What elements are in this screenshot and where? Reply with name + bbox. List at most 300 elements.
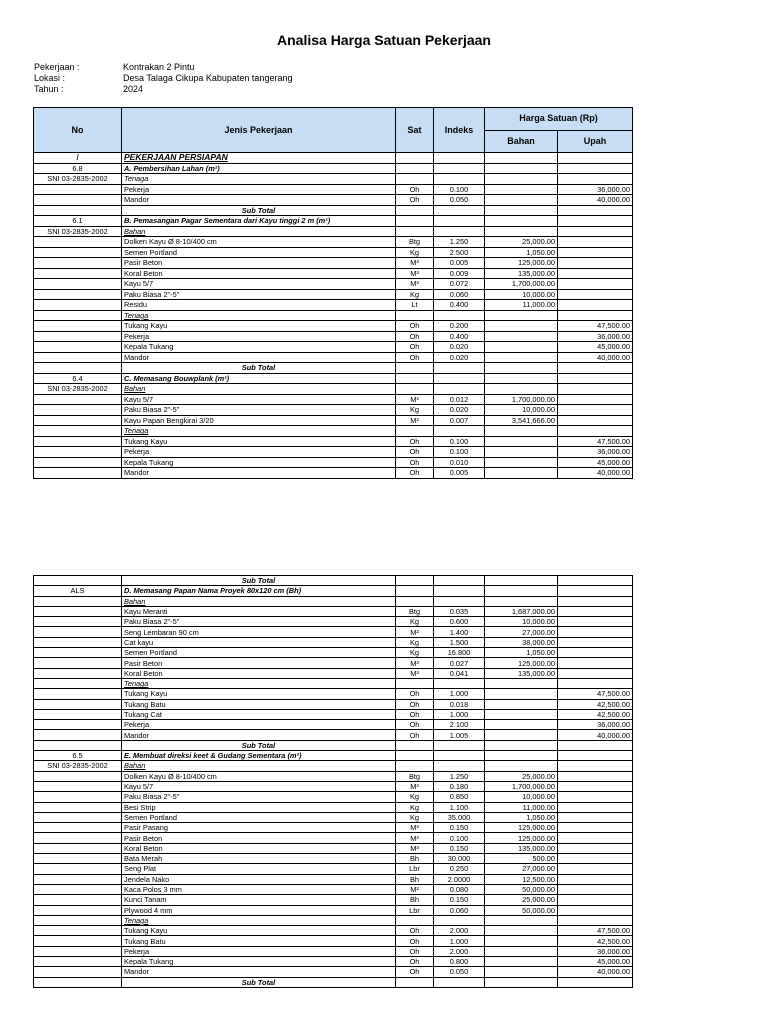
cell-indeks bbox=[434, 426, 485, 437]
cell-upah bbox=[558, 163, 633, 174]
table-row bbox=[34, 658, 633, 668]
cell-no bbox=[34, 258, 122, 269]
cell-upah bbox=[558, 606, 633, 616]
cell-sat: Oh bbox=[396, 468, 434, 479]
cell-indeks: 0.080 bbox=[434, 884, 485, 894]
cell-jenis: Kayu 5/7 bbox=[122, 394, 396, 405]
table-row bbox=[34, 415, 633, 426]
cell-sat: M³ bbox=[396, 823, 434, 833]
cell-no bbox=[34, 792, 122, 802]
cell-upah bbox=[558, 915, 633, 925]
cell-indeks: 1.005 bbox=[434, 730, 485, 740]
cell-jenis: Paku Biasa 2"-5" bbox=[122, 617, 396, 627]
cell-jenis: Seng Plat bbox=[122, 864, 396, 874]
table-body bbox=[34, 576, 633, 988]
cell-sat: Kg bbox=[396, 812, 434, 822]
table-row bbox=[34, 321, 633, 332]
cell-jenis: Pasir Beton bbox=[122, 658, 396, 668]
cell-no: I bbox=[34, 153, 122, 164]
cell-indeks bbox=[434, 163, 485, 174]
cell-bahan: 50,000.00 bbox=[485, 884, 558, 894]
cell-indeks bbox=[434, 740, 485, 750]
cell-bahan bbox=[485, 751, 558, 761]
cell-indeks: 0.020 bbox=[434, 342, 485, 353]
cell-sat: Oh bbox=[396, 342, 434, 353]
cell-indeks: 0.050 bbox=[434, 967, 485, 977]
cell-sat: M³ bbox=[396, 843, 434, 853]
cell-upah bbox=[558, 237, 633, 248]
table-row bbox=[34, 195, 633, 206]
cell-sat bbox=[396, 761, 434, 771]
cell-no bbox=[34, 279, 122, 290]
table-row bbox=[34, 689, 633, 699]
cell-jenis: Bahan bbox=[122, 226, 396, 237]
cell-no bbox=[34, 730, 122, 740]
table-row bbox=[34, 761, 633, 771]
cell-indeks: 1.400 bbox=[434, 627, 485, 637]
cell-upah: 36,000.00 bbox=[558, 946, 633, 956]
cell-no bbox=[34, 195, 122, 206]
page-title: Analisa Harga Satuan Pekerjaan bbox=[277, 32, 491, 48]
cell-sat: M² bbox=[396, 884, 434, 894]
cell-upah bbox=[558, 740, 633, 750]
cell-no bbox=[34, 823, 122, 833]
cell-upah bbox=[558, 802, 633, 812]
table-row bbox=[34, 426, 633, 437]
cell-no bbox=[34, 699, 122, 709]
cell-sat: Btg bbox=[396, 237, 434, 248]
cell-sat: M³ bbox=[396, 394, 434, 405]
cell-bahan: 125,000.00 bbox=[485, 833, 558, 843]
cell-upah bbox=[558, 637, 633, 647]
cell-sat: M³ bbox=[396, 258, 434, 269]
cell-bahan: 1,700,000.00 bbox=[485, 279, 558, 290]
cell-no bbox=[34, 915, 122, 925]
cell-indeks: 35.000 bbox=[434, 812, 485, 822]
cell-bahan bbox=[485, 363, 558, 374]
table-row bbox=[34, 184, 633, 195]
cell-sat bbox=[396, 915, 434, 925]
cell-sat: Bh bbox=[396, 874, 434, 884]
cell-indeks: 0.100 bbox=[434, 436, 485, 447]
cell-no bbox=[34, 184, 122, 195]
cell-upah bbox=[558, 658, 633, 668]
cell-jenis: Pasir Beton bbox=[122, 258, 396, 269]
cell-indeks: 0.150 bbox=[434, 843, 485, 853]
cell-jenis: Bahan bbox=[122, 761, 396, 771]
table-row bbox=[34, 627, 633, 637]
cell-sat: Kg bbox=[396, 617, 434, 627]
cell-no bbox=[34, 627, 122, 637]
cell-jenis: Semen Portland bbox=[122, 247, 396, 258]
table-row bbox=[34, 436, 633, 447]
cell-bahan bbox=[485, 586, 558, 596]
cell-bahan bbox=[485, 468, 558, 479]
cell-no bbox=[34, 843, 122, 853]
cell-bahan bbox=[485, 184, 558, 195]
cell-jenis: Kayu 5/7 bbox=[122, 279, 396, 290]
meta-tahun bbox=[34, 84, 143, 95]
table-row bbox=[34, 447, 633, 458]
cell-sat bbox=[396, 174, 434, 185]
cell-jenis: D. Memasang Papan Nama Proyek 80x120 cm (Bh) bbox=[122, 586, 396, 596]
cell-indeks: 0.012 bbox=[434, 394, 485, 405]
cell-upah bbox=[558, 310, 633, 321]
cell-no bbox=[34, 321, 122, 332]
cell-upah bbox=[558, 576, 633, 586]
cell-indeks bbox=[434, 226, 485, 237]
cell-bahan: 10,000.00 bbox=[485, 792, 558, 802]
cell-indeks bbox=[434, 174, 485, 185]
cell-jenis: Kunci Tanam bbox=[122, 895, 396, 905]
cell-jenis: Bata Merah bbox=[122, 854, 396, 864]
cell-upah bbox=[558, 678, 633, 688]
col-header-sat: Sat bbox=[396, 108, 434, 153]
cell-jenis: Dolken Kayu Ø 8-10/400 cm bbox=[122, 237, 396, 248]
cell-sat: Oh bbox=[396, 699, 434, 709]
cell-jenis: Kayu Papan Bengkirai 3/20 bbox=[122, 415, 396, 426]
cell-bahan: 125,000.00 bbox=[485, 658, 558, 668]
cell-upah bbox=[558, 812, 633, 822]
cell-sat: M³ bbox=[396, 658, 434, 668]
cell-upah bbox=[558, 226, 633, 237]
table-row bbox=[34, 216, 633, 227]
cell-upah bbox=[558, 289, 633, 300]
cell-indeks bbox=[434, 205, 485, 216]
cell-upah bbox=[558, 617, 633, 627]
cell-no: 6.4 bbox=[34, 373, 122, 384]
cell-upah: 47,500.00 bbox=[558, 436, 633, 447]
cell-indeks: 2.000 bbox=[434, 946, 485, 956]
cell-sat bbox=[396, 426, 434, 437]
cell-upah bbox=[558, 247, 633, 258]
cell-bahan bbox=[485, 205, 558, 216]
table-row bbox=[34, 205, 633, 216]
cell-indeks: 2.0000 bbox=[434, 874, 485, 884]
cell-jenis: Tukang Batu bbox=[122, 936, 396, 946]
cell-sat: Oh bbox=[396, 689, 434, 699]
cell-sat: Oh bbox=[396, 195, 434, 206]
cell-upah bbox=[558, 833, 633, 843]
cell-sat: Bh bbox=[396, 854, 434, 864]
cell-jenis: Tukang Kayu bbox=[122, 926, 396, 936]
cell-jenis: Sub Total bbox=[122, 977, 396, 987]
cell-upah: 40,000.00 bbox=[558, 730, 633, 740]
cell-indeks: 0.005 bbox=[434, 468, 485, 479]
table-row bbox=[34, 771, 633, 781]
cell-no bbox=[34, 468, 122, 479]
cell-bahan: 3,541,666.00 bbox=[485, 415, 558, 426]
table-row bbox=[34, 905, 633, 915]
cell-no bbox=[34, 812, 122, 822]
cell-bahan bbox=[485, 576, 558, 586]
cell-indeks: 0.850 bbox=[434, 792, 485, 802]
cell-jenis: Seng Lembaran 90 cm bbox=[122, 627, 396, 637]
cell-upah bbox=[558, 216, 633, 227]
cell-indeks bbox=[434, 363, 485, 374]
cell-no bbox=[34, 331, 122, 342]
table-row bbox=[34, 596, 633, 606]
cell-jenis: Residu bbox=[122, 300, 396, 311]
cell-no bbox=[34, 457, 122, 468]
table-row bbox=[34, 310, 633, 321]
table-row bbox=[34, 854, 633, 864]
cell-no bbox=[34, 617, 122, 627]
cell-jenis: Tenaga bbox=[122, 310, 396, 321]
cell-jenis: Tenaga bbox=[122, 174, 396, 185]
cell-upah bbox=[558, 415, 633, 426]
cell-no bbox=[34, 637, 122, 647]
table-row bbox=[34, 226, 633, 237]
cell-indeks: 16.800 bbox=[434, 648, 485, 658]
cell-upah bbox=[558, 586, 633, 596]
cell-bahan: 1,687,000.00 bbox=[485, 606, 558, 616]
cell-no bbox=[34, 247, 122, 258]
cell-bahan: 10,000.00 bbox=[485, 617, 558, 627]
cell-jenis: Sub Total bbox=[122, 205, 396, 216]
cell-bahan: 38,000.00 bbox=[485, 637, 558, 647]
cell-indeks: 0.035 bbox=[434, 606, 485, 616]
cell-indeks: 0.150 bbox=[434, 823, 485, 833]
cell-sat: M³ bbox=[396, 268, 434, 279]
cell-indeks bbox=[434, 586, 485, 596]
cell-indeks: 0.200 bbox=[434, 321, 485, 332]
col-header-upah: Upah bbox=[558, 130, 633, 153]
cell-upah bbox=[558, 843, 633, 853]
cell-indeks: 0.800 bbox=[434, 956, 485, 966]
cell-upah: 36,000.00 bbox=[558, 184, 633, 195]
cell-jenis: Bahan bbox=[122, 596, 396, 606]
cell-no bbox=[34, 740, 122, 750]
cell-jenis: Sub Total bbox=[122, 576, 396, 586]
cell-jenis: Pasir Pasang bbox=[122, 823, 396, 833]
cell-indeks: 1.000 bbox=[434, 936, 485, 946]
cell-bahan bbox=[485, 956, 558, 966]
analysis-table-page-2 bbox=[33, 575, 633, 988]
cell-upah bbox=[558, 363, 633, 374]
cell-upah bbox=[558, 373, 633, 384]
cell-bahan bbox=[485, 310, 558, 321]
cell-jenis: Pasir Beton bbox=[122, 833, 396, 843]
cell-upah bbox=[558, 771, 633, 781]
cell-upah bbox=[558, 751, 633, 761]
cell-sat: Oh bbox=[396, 956, 434, 966]
cell-upah: 40,000.00 bbox=[558, 468, 633, 479]
cell-jenis: Mandor bbox=[122, 195, 396, 206]
cell-no bbox=[34, 426, 122, 437]
col-header-indeks: Indeks bbox=[434, 108, 485, 153]
table-row bbox=[34, 678, 633, 688]
cell-no bbox=[34, 802, 122, 812]
cell-upah bbox=[558, 905, 633, 915]
table-row bbox=[34, 823, 633, 833]
cell-no bbox=[34, 967, 122, 977]
table-row bbox=[34, 289, 633, 300]
cell-upah bbox=[558, 823, 633, 833]
cell-indeks: 0.020 bbox=[434, 352, 485, 363]
cell-jenis: Tenaga bbox=[122, 678, 396, 688]
cell-no bbox=[34, 447, 122, 458]
cell-sat: Oh bbox=[396, 352, 434, 363]
cell-sat: M³ bbox=[396, 833, 434, 843]
cell-sat: Kg bbox=[396, 802, 434, 812]
cell-bahan: 1,700,000.00 bbox=[485, 394, 558, 405]
cell-no bbox=[34, 205, 122, 216]
cell-no bbox=[34, 658, 122, 668]
cell-upah bbox=[558, 874, 633, 884]
table-row bbox=[34, 926, 633, 936]
cell-jenis: Pekerja bbox=[122, 447, 396, 458]
cell-bahan: 500.00 bbox=[485, 854, 558, 864]
cell-no bbox=[34, 884, 122, 894]
cell-upah bbox=[558, 174, 633, 185]
cell-indeks bbox=[434, 153, 485, 164]
cell-jenis: Paku Biasa 2"-5" bbox=[122, 289, 396, 300]
cell-bahan: 50,000.00 bbox=[485, 905, 558, 915]
cell-sat: Btg bbox=[396, 606, 434, 616]
cell-indeks: 0.400 bbox=[434, 331, 485, 342]
cell-jenis: Dolken Kayu Ø 8-10/400 cm bbox=[122, 771, 396, 781]
table-row bbox=[34, 884, 633, 894]
cell-no bbox=[34, 771, 122, 781]
cell-upah: 42,500.00 bbox=[558, 936, 633, 946]
cell-jenis: Tenaga bbox=[122, 915, 396, 925]
cell-no: ALS bbox=[34, 586, 122, 596]
cell-no bbox=[34, 648, 122, 658]
cell-indeks: 0.600 bbox=[434, 617, 485, 627]
cell-indeks bbox=[434, 761, 485, 771]
cell-indeks: 1.000 bbox=[434, 689, 485, 699]
cell-bahan bbox=[485, 436, 558, 447]
table-row bbox=[34, 331, 633, 342]
cell-upah bbox=[558, 153, 633, 164]
cell-sat: Kg bbox=[396, 637, 434, 647]
cell-upah: 40,000.00 bbox=[558, 967, 633, 977]
cell-upah: 45,000.00 bbox=[558, 342, 633, 353]
cell-indeks: 2.500 bbox=[434, 247, 485, 258]
table-row bbox=[34, 915, 633, 925]
cell-jenis: Cat kayu bbox=[122, 637, 396, 647]
cell-sat bbox=[396, 678, 434, 688]
table-row bbox=[34, 457, 633, 468]
cell-bahan bbox=[485, 926, 558, 936]
table-row bbox=[34, 300, 633, 311]
cell-indeks: 0.010 bbox=[434, 457, 485, 468]
cell-jenis: Tukang Kayu bbox=[122, 689, 396, 699]
cell-no bbox=[34, 720, 122, 730]
cell-bahan: 125,000.00 bbox=[485, 258, 558, 269]
cell-bahan bbox=[485, 216, 558, 227]
cell-jenis: Mandor bbox=[122, 967, 396, 977]
cell-bahan bbox=[485, 730, 558, 740]
table-row bbox=[34, 373, 633, 384]
cell-indeks: 0.007 bbox=[434, 415, 485, 426]
cell-indeks: 0.050 bbox=[434, 195, 485, 206]
cell-sat: Oh bbox=[396, 936, 434, 946]
cell-bahan bbox=[485, 384, 558, 395]
cell-no bbox=[34, 854, 122, 864]
cell-upah bbox=[558, 268, 633, 279]
cell-bahan bbox=[485, 740, 558, 750]
cell-no: 6.8 bbox=[34, 163, 122, 174]
cell-sat: Kg bbox=[396, 648, 434, 658]
table-row bbox=[34, 237, 633, 248]
col-header-harga: Harga Satuan (Rp) bbox=[485, 108, 633, 131]
cell-upah bbox=[558, 205, 633, 216]
table-row bbox=[34, 956, 633, 966]
meta-pekerjaan bbox=[34, 62, 195, 73]
cell-bahan bbox=[485, 720, 558, 730]
cell-jenis: Jendela Nako bbox=[122, 874, 396, 884]
cell-no bbox=[34, 363, 122, 374]
cell-no bbox=[34, 300, 122, 311]
cell-bahan bbox=[485, 699, 558, 709]
cell-jenis: Mandor bbox=[122, 468, 396, 479]
cell-upah: 36,000.00 bbox=[558, 331, 633, 342]
cell-upah: 47,500.00 bbox=[558, 321, 633, 332]
cell-sat: Oh bbox=[396, 321, 434, 332]
cell-indeks: 1.250 bbox=[434, 771, 485, 781]
cell-sat bbox=[396, 310, 434, 321]
cell-bahan: 27,000.00 bbox=[485, 627, 558, 637]
cell-no bbox=[34, 709, 122, 719]
cell-upah bbox=[558, 279, 633, 290]
cell-sat bbox=[396, 153, 434, 164]
cell-no bbox=[34, 289, 122, 300]
cell-indeks: 0.250 bbox=[434, 864, 485, 874]
table-row bbox=[34, 617, 633, 627]
cell-no bbox=[34, 237, 122, 248]
cell-bahan bbox=[485, 678, 558, 688]
table-row bbox=[34, 874, 633, 884]
table-row bbox=[34, 699, 633, 709]
table-row bbox=[34, 352, 633, 363]
table-row bbox=[34, 709, 633, 719]
cell-jenis: Koral Beton bbox=[122, 268, 396, 279]
table-row bbox=[34, 247, 633, 258]
cell-sat bbox=[396, 586, 434, 596]
cell-upah bbox=[558, 864, 633, 874]
cell-upah bbox=[558, 781, 633, 791]
cell-no bbox=[34, 268, 122, 279]
table-row bbox=[34, 405, 633, 416]
table-row bbox=[34, 802, 633, 812]
cell-upah: 42,500.00 bbox=[558, 709, 633, 719]
col-header-jenis: Jenis Pekerjaan bbox=[122, 108, 396, 153]
table-row bbox=[34, 977, 633, 987]
cell-sat: Oh bbox=[396, 184, 434, 195]
analysis-table-page-1 bbox=[33, 107, 633, 479]
cell-indeks bbox=[434, 915, 485, 925]
table-row bbox=[34, 268, 633, 279]
cell-indeks: 1.250 bbox=[434, 237, 485, 248]
cell-sat: Kg bbox=[396, 247, 434, 258]
table-row bbox=[34, 363, 633, 374]
cell-bahan bbox=[485, 761, 558, 771]
cell-indeks: 1.100 bbox=[434, 802, 485, 812]
table-row bbox=[34, 606, 633, 616]
cell-indeks: 0.020 bbox=[434, 405, 485, 416]
cell-bahan: 125,000.00 bbox=[485, 823, 558, 833]
cell-indeks: 0.100 bbox=[434, 833, 485, 843]
cell-no: SNI 03-2835-2002 bbox=[34, 761, 122, 771]
cell-bahan: 135,000.00 bbox=[485, 843, 558, 853]
cell-jenis: Kaca Polos 3 mm bbox=[122, 884, 396, 894]
cell-upah: 40,000.00 bbox=[558, 195, 633, 206]
cell-indeks bbox=[434, 373, 485, 384]
cell-upah: 42,500.00 bbox=[558, 699, 633, 709]
cell-upah bbox=[558, 895, 633, 905]
